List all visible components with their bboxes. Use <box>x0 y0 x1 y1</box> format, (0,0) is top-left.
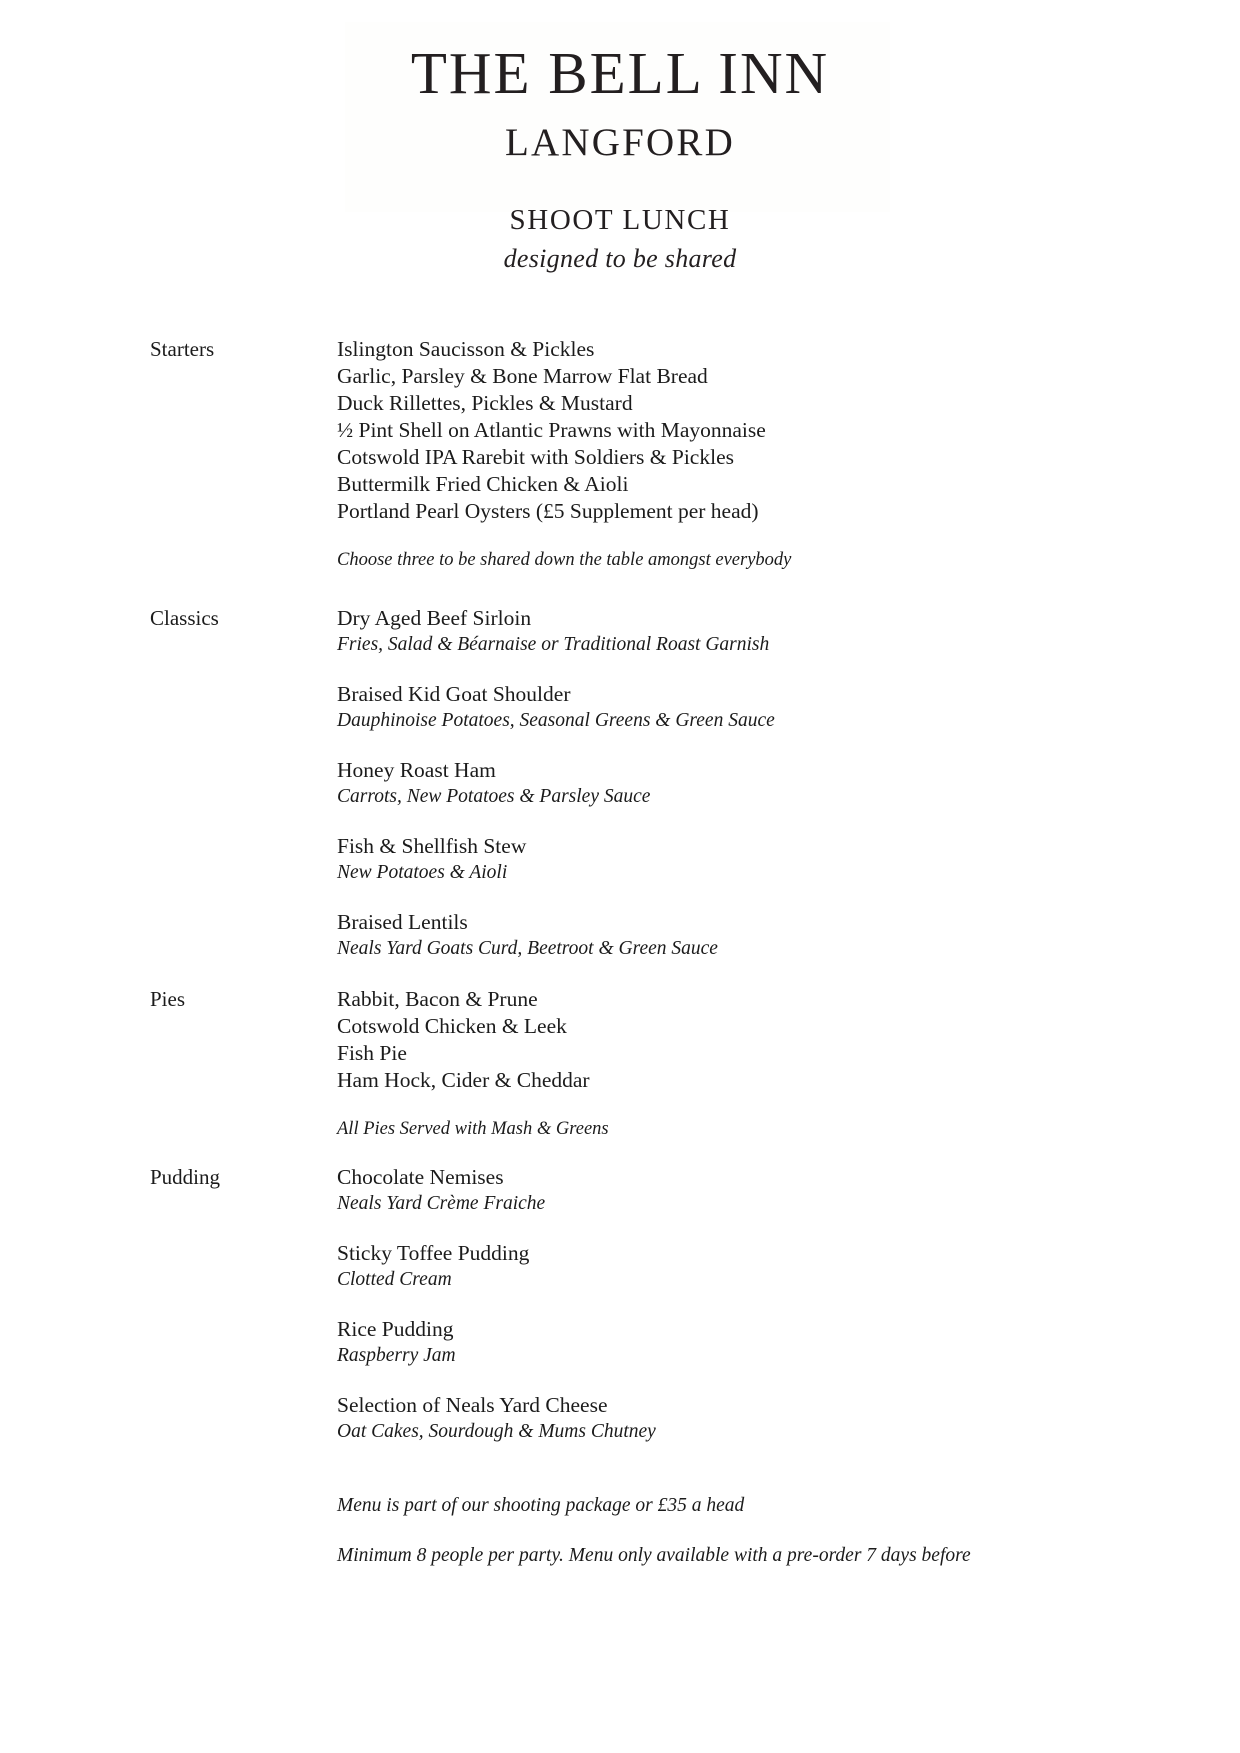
menu-item-group <box>337 833 1240 886</box>
menu-item-group <box>337 909 1240 962</box>
menu-section-pies <box>150 986 1240 1142</box>
menu-item: Ham Hock, Cider & Cheddar <box>337 1068 590 1092</box>
menu-item-group <box>337 1240 1240 1293</box>
brand-name: THE BELL INN <box>410 40 830 106</box>
menu-item-description: Neals Yard Goats Curd, Beetroot & Green Sauce <box>337 938 718 959</box>
menu-section-starters <box>150 336 1240 573</box>
footer-booking-note: Minimum 8 people per party. Menu only available with a pre-order 7 days before <box>337 1545 971 1566</box>
section-label-pudding: Pudding <box>150 1165 221 1189</box>
menu-item-description: Carrots, New Potatoes & Parsley Sauce <box>337 786 651 807</box>
menu-item-group <box>337 681 1240 734</box>
menu-item: Dry Aged Beef Sirloin <box>337 606 532 630</box>
menu-item-group <box>337 605 1240 658</box>
section-items-pudding <box>337 1164 1240 1445</box>
menu-item: Cotswold IPA Rarebit with Soldiers & Pickles <box>337 445 734 469</box>
footer-notes <box>0 1493 1240 1569</box>
section-label-starters: Starters <box>150 337 215 361</box>
menu-section-classics <box>150 605 1240 962</box>
menu-subtitle: designed to be shared <box>503 244 737 273</box>
menu-item-group <box>337 1164 1240 1217</box>
section-label-pies: Pies <box>150 987 186 1011</box>
menu-item: Portland Pearl Oysters (£5 Supplement per head) <box>337 499 759 523</box>
menu-item: Islington Saucisson & Pickles <box>337 337 595 361</box>
section-items-pies <box>337 986 1240 1142</box>
section-note-starters: Choose three to be shared down the table amongst everybody <box>337 550 792 570</box>
menu-item-group <box>337 757 1240 810</box>
menu-item-description: Raspberry Jam <box>337 1345 456 1366</box>
menu-item: Braised Kid Goat Shoulder <box>337 682 571 706</box>
menu-item: Cotswold Chicken & Leek <box>337 1014 567 1038</box>
menu-item: Duck Rillettes, Pickles & Mustard <box>337 391 633 415</box>
menu-title: SHOOT LUNCH <box>509 204 731 236</box>
menu-item: Sticky Toffee Pudding <box>337 1241 530 1265</box>
section-items-classics <box>337 605 1240 962</box>
menu-item: Fish Pie <box>337 1041 407 1065</box>
menu-item-description: Clotted Cream <box>337 1269 452 1290</box>
menu-item: Rice Pudding <box>337 1317 454 1341</box>
menu-item: Selection of Neals Yard Cheese <box>337 1393 608 1417</box>
menu-item: Honey Roast Ham <box>337 758 496 782</box>
section-note-pies: All Pies Served with Mash & Greens <box>337 1119 609 1139</box>
menu-item-group <box>337 1392 1240 1445</box>
menu-item: Rabbit, Bacon & Prune <box>337 987 538 1011</box>
menu-item-description: Oat Cakes, Sourdough & Mums Chutney <box>337 1421 656 1442</box>
menu-item: Buttermilk Fried Chicken & Aioli <box>337 472 629 496</box>
menu-item: Fish & Shellfish Stew <box>337 834 527 858</box>
menu-sections <box>0 336 1240 1445</box>
brand-location: LANGFORD <box>505 121 735 164</box>
menu-item-description: New Potatoes & Aioli <box>337 862 508 883</box>
masthead <box>0 0 1240 274</box>
menu-item-group <box>337 1316 1240 1369</box>
menu-item: Chocolate Nemises <box>337 1165 504 1189</box>
menu-item: Braised Lentils <box>337 910 468 934</box>
menu-item-description: Dauphinoise Potatoes, Seasonal Greens & Green Sauce <box>337 710 775 731</box>
menu-item-description: Fries, Salad & Béarnaise or Traditional Roast Garnish <box>337 634 770 655</box>
menu-item: ½ Pint Shell on Atlantic Prawns with Mayonnaise <box>337 418 766 442</box>
section-label-classics: Classics <box>150 606 219 630</box>
menu-section-pudding <box>150 1164 1240 1445</box>
section-items-starters <box>337 336 1240 573</box>
menu-item: Garlic, Parsley & Bone Marrow Flat Bread <box>337 364 708 388</box>
menu-item-description: Neals Yard Crème Fraiche <box>337 1193 546 1214</box>
footer-price-note: Menu is part of our shooting package or £35 a head <box>337 1495 745 1516</box>
